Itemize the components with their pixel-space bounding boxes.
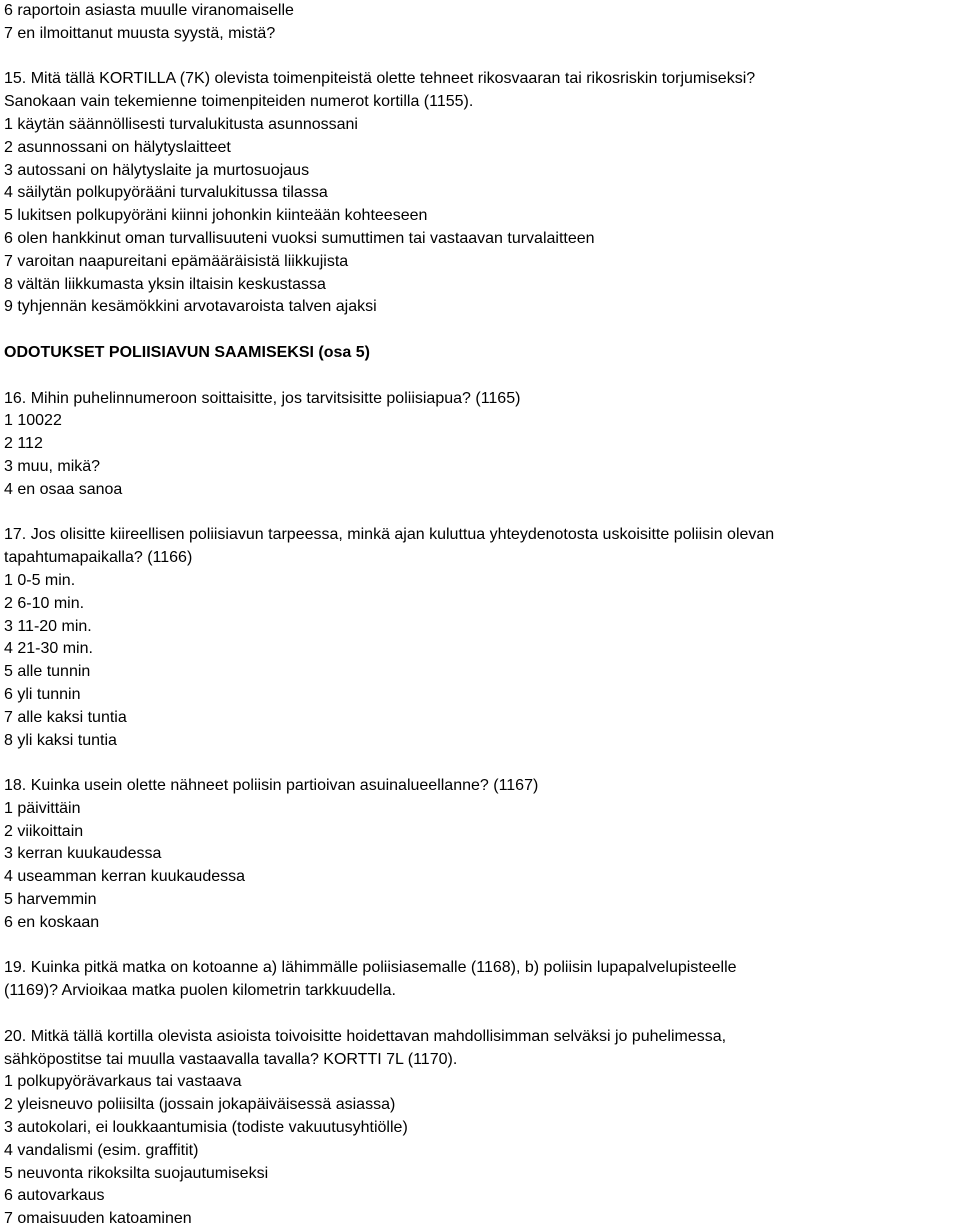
spacer <box>4 319 956 342</box>
questionnaire-page <box>4 0 956 1231</box>
answer-option: 4 säilytän polkupyörääni turvalukitussa tilassa <box>4 184 328 202</box>
answer-option: 6 olen hankkinut oman turvallisuuteni vuoksi sumuttimen tai vastaavan turvalaitteen <box>4 229 595 247</box>
spacer <box>4 502 956 525</box>
answer-option: 8 vältän liikkumasta yksin iltaisin keskustassa <box>4 275 326 293</box>
answer-option: 5 harvemmin <box>4 891 97 909</box>
answer-option: 1 polkupyörävarkaus tai vastaava <box>4 1073 242 1091</box>
answer-option: 3 kerran kuukaudessa <box>4 845 162 863</box>
answer-option: 4 21-30 min. <box>4 640 93 658</box>
answer-option: 3 autokolari, ei loukkaantumisia (todiste vakuutusyhtiölle) <box>4 1119 408 1137</box>
answer-option: 9 tyhjennän kesämökkini arvotavaroista talven ajaksi <box>4 298 377 316</box>
answer-option: 7 en ilmoittanut muusta syystä, mistä? <box>4 24 276 42</box>
question-text: (1169)? Arvioikaa matka puolen kilometrin tarkkuudella. <box>4 982 396 1000</box>
answer-option: 6 autovarkaus <box>4 1187 105 1205</box>
answer-option: 5 alle tunnin <box>4 663 91 681</box>
answer-option: 3 muu, mikä? <box>4 457 101 475</box>
answer-option: 8 yli kaksi tuntia <box>4 731 117 749</box>
spacer <box>4 365 956 388</box>
question-text: 19. Kuinka pitkä matka on kotoanne a) lähimmälle poliisiasemalle (1168), b) poliisin lupapalvelupisteelle <box>4 959 737 977</box>
answer-option: 1 0-5 min. <box>4 571 76 589</box>
answer-option: 6 yli tunnin <box>4 685 81 703</box>
question-text: sähköpostitse tai muulla vastaavalla tavalla? KORTTI 7L (1170). <box>4 1050 458 1068</box>
question-text: tapahtumapaikalla? (1166) <box>4 549 193 567</box>
answer-option: 3 autossani on hälytyslaite ja murtosuojaus <box>4 161 310 179</box>
question-text: 20. Mitkä tällä kortilla olevista asioista toivoisitte hoidettavan mahdollisimman selväksi jo puhelimessa, <box>4 1027 727 1045</box>
question-text: 16. Mihin puhelinnumeroon soittaisitte, jos tarvitsisitte poliisiapua? (1165) <box>4 389 521 407</box>
answer-option: 2 112 <box>4 435 43 453</box>
answer-option: 5 lukitsen polkupyöräni kiinni johonkin kiinteään kohteeseen <box>4 207 428 225</box>
answer-option: 3 11-20 min. <box>4 617 92 635</box>
answer-option: 2 asunnossani on hälytyslaitteet <box>4 138 231 156</box>
answer-option: 2 viikoittain <box>4 822 84 840</box>
answer-option: 4 vandalismi (esim. graffitit) <box>4 1141 199 1159</box>
question-text: 18. Kuinka usein olette nähneet poliisin partioivan asuinalueellanne? (1167) <box>4 777 539 795</box>
spacer <box>4 46 956 69</box>
answer-option: 7 alle kaksi tuntia <box>4 708 127 726</box>
answer-option: 7 omaisuuden katoaminen <box>4 1210 192 1228</box>
answer-option: 6 en koskaan <box>4 913 100 931</box>
answer-option: 7 varoitan naapureitani epämääräisistä liikkujista <box>4 252 349 270</box>
question-text: Sanokaan vain tekemienne toimenpiteiden numerot kortilla (1155). <box>4 93 474 111</box>
question-text: 15. Mitä tällä KORTILLA (7K) olevista toimenpiteistä olette tehneet rikosvaaran tai rikosriskin torjumiseksi? <box>4 70 756 88</box>
answer-option: 1 10022 <box>4 412 62 430</box>
spacer <box>4 1003 956 1026</box>
question-text: 17. Jos olisitte kiireellisen poliisiavun tarpeessa, minkä ajan kuluttua yhteydenotosta uskoisitte poliisin olevan <box>4 526 775 544</box>
spacer <box>4 752 956 775</box>
section-heading: ODOTUKSET POLIISIAVUN SAAMISEKSI (osa 5) <box>4 343 370 361</box>
answer-option: 4 en osaa sanoa <box>4 480 123 498</box>
answer-option: 5 neuvonta rikoksilta suojautumiseksi <box>4 1164 269 1182</box>
spacer <box>4 935 956 958</box>
answer-option: 2 yleisneuvo poliisilta (jossain jokapäiväisessä asiassa) <box>4 1096 396 1114</box>
answer-option: 4 useamman kerran kuukaudessa <box>4 868 246 886</box>
answer-option: 1 päivittäin <box>4 799 81 817</box>
answer-option: 6 raportoin asiasta muulle viranomaiselle <box>4 2 294 19</box>
answer-option: 2 6-10 min. <box>4 594 85 612</box>
answer-option: 1 käytän säännöllisesti turvalukitusta asunnossani <box>4 115 358 133</box>
